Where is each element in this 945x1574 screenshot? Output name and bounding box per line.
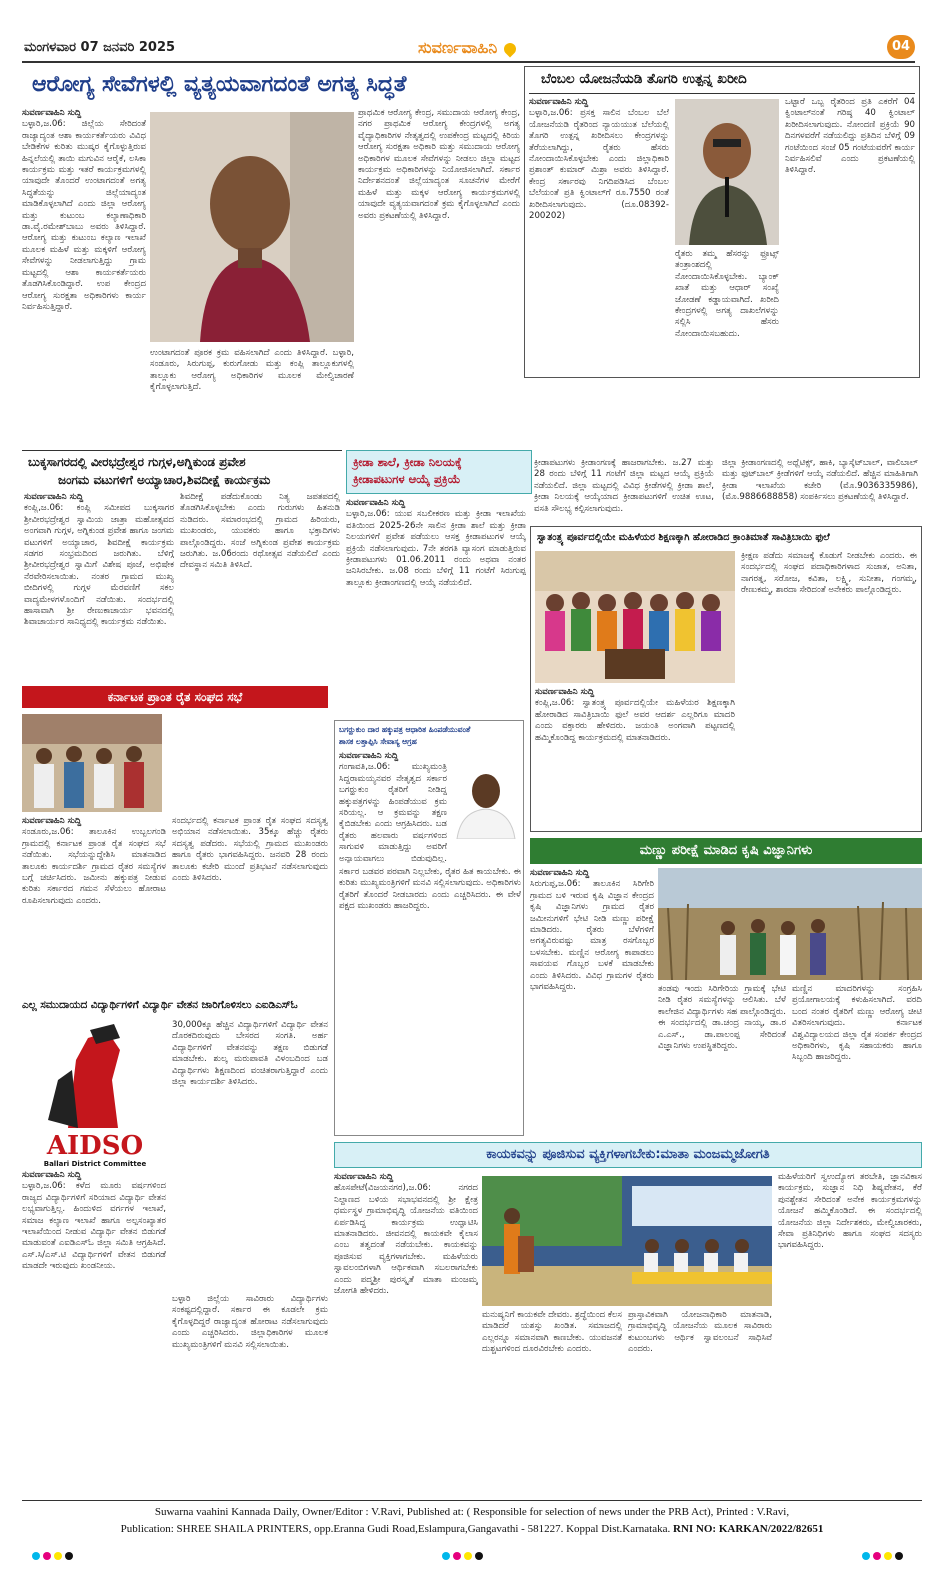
savitribai-text-1: ಕಂಪ್ಲಿ,ಜ.06: ಸ್ವಾತಂತ್ರ್ಯ ಪೂರ್ವದಲ್ಲಿಯೇ ಮಹಿಳೆಯರ ಶಿಕ್ಷಣಕ್ಕಾಗಿ ಹೋರಾಡಿದ ಸಾವಿತ್ರಿಬಾಯಿ ಫುಲೆ ಅವರ ಆದರ್ಶ ಎಲ್ಲರಿಗೂ ಮಾದರಿ ಎಂದು ವಕ್ತಾರರು ಹೇಳಿದರು. ಜಯಂತಿ ಅಂಗವಾಗಿ ಪಟ್ಟಣದಲ್ಲಿ ಹಮ್ಮಿಕೊಂಡಿದ್ದ ಕಾರ್ಯಕ್ರಮದಲ್ಲಿ ಮಾತನಾಡಿದರು.	[535, 698, 735, 743]
aidso-body-col2: 30,000ಕ್ಕೂ ಹೆಚ್ಚಿನ ವಿದ್ಯಾರ್ಥಿಗಳಿಗೆ ವಿದ್ಯಾರ್ಥಿ ವೇತನ ದೊರಕದಿರುವುದು ಬೇಸರದ ಸಂಗತಿ. ಅರ್ಹ ವಿದ್ಯಾರ್ಥಿಗಳಿಗೆ ವೇತನವನ್ನು ತಕ್ಷಣ ಬಿಡುಗಡೆ ಮಾಡಬೇಕು. ಶುಲ್ಕ ಮರುಪಾವತಿ ವಿಳಂಬದಿಂದ ಬಡ ವಿದ್ಯಾರ್ಥಿಗಳು ಶಿಕ್ಷಣದಿಂದ ವಂಚಿತರಾಗುತ್ತಿದ್ದಾರೆ ಎಂದು ಜಿಲ್ಲಾ ಕಾರ್ಯದರ್ಶಿ ತಿಳಿಸಿದರು.	[172, 1020, 328, 1088]
footer-line-1: Suwarna vaahini Kannada Daily, Owner/Editor : V.Ravi, Published at: ( Responsible for selection of news under the PRB Act), Printed : V.Ravi,	[154, 1506, 790, 1518]
jangama-top-rule	[22, 450, 342, 451]
jangama-article	[22, 454, 342, 684]
raised-fist-icon	[28, 1020, 162, 1128]
manjamma-body-col2: ಮನುಷ್ಯನಿಗೆ ಕಾಯಕವೇ ದೇವರು. ಶ್ರದ್ಧೆಯಿಂದ ಕೆಲಸ ಮಾಡಿದರೆ ಯಶಸ್ಸು ಖಂಡಿತ. ಸಮಾಜದಲ್ಲಿ ಎಲ್ಲರನ್ನೂ ಸಮಾನವಾಗಿ ಕಾಣಬೇಕು. ಯುವಜನತೆ ದುಶ್ಚಟಗಳಿಂದ ದೂರವಿರಬೇಕು ಎಂದರು.	[482, 1310, 622, 1355]
manjamma-article	[334, 1142, 922, 1498]
mla-headline-2: ಶಾಸಕ ಲತ್ತಾಪ್ಪಿಸಿ ಸೇವಾಸ್ಯ ಆಗ್ರಹ	[339, 737, 417, 746]
krushi-body-col1	[530, 868, 654, 1028]
health-article	[22, 66, 518, 444]
paper-logo	[418, 38, 568, 60]
krida-body-col1	[346, 498, 526, 674]
krushi-body-col2: ತಂಡವು ಇಂದು ಸಿರಿಗೇರಿಯ ಗ್ರಾಮಕ್ಕೆ ಭೇಟಿ ನೀಡಿ ರೈತರ ಸಮಸ್ಯೆಗಳನ್ನು ಆಲಿಸಿತು. ಬೆಳೆ ಕಾಲೇಜಿನ ವಿದ್ಯಾರ್ಥಿಗಳು ಸಹ ಪಾಲ್ಗೊಂಡಿದ್ದರು. ಈ ಸಂದರ್ಭದಲ್ಲಿ ಡಾ.ಚಂದ್ರ ನಾಯ್ಕ, ಡಾ.ರ ಎ.ಎಸ್., ಡಾ.ಪಾಲಂಪ್ಪ ಸೇರಿದಂತೆ ವಿಜ್ಞಾನಿಗಳು ಉಪಸ್ಥಿತರಿದ್ದರು.	[658, 984, 786, 1052]
crop-field-image	[658, 868, 922, 980]
raitha-body-col1	[22, 816, 166, 988]
jangama-text-1: ಕಂಪ್ಲಿ,ಜ.06: ಕಂಪ್ಲಿ ಸಮೀಪದ ಬುಕ್ಕಸಾಗರ ಶ್ರೀವೀರಭದ್ರೇಶ್ವರ ಸ್ವಾಮಿಯ ಜಾತ್ರಾ ಮಹೋತ್ಸವದ ಅಂಗವಾಗಿ ಗುಗ್ಗಳ, ಅಗ್ನಿಕುಂಡ ಪ್ರವೇಶ ಹಾಗೂ ಜಂಗಮ ವಟುಗಳಿಗೆ ಅಯ್ಯಾಚಾರ, ಶಿವದೀಕ್ಷೆ ಕಾರ್ಯಕ್ರಮ ಸಡಗರ ಸಂಭ್ರಮದಿಂದ ಜರುಗಿತು. ಬೆಳಿಗ್ಗೆ ಶ್ರೀವೀರಭದ್ರೇಶ್ವರ ಸ್ವಾಮಿಗೆ ವಿಶೇಷ ಪೂಜೆ, ಅಭಿಷೇಕ ನೆರವೇರಿಸಲಾಯಿತು. ನಂತರ ಗ್ರಾಮದ ಮುಖ್ಯ ಬೀದಿಗಳಲ್ಲಿ ಗುಗ್ಗಳ ಮೆರವಣಿಗೆ ಸಕಲ ವಾದ್ಯಮೇಳಗಳೊಂದಿಗೆ ನಡೆಯಿತು. ಸಂದರ್ಭದಲ್ಲಿ ಹಾಸಾವಾಗಿ ಶ್ರೀ ರೇಣುಕಾಚಾರ್ಯ ಭವನದಲ್ಲಿ ಶಿವಾಚಾರ್ಯರ ಸಾನಿಧ್ಯದಲ್ಲಿ ಕಾರ್ಯಕ್ರಮ ನಡೆಯಿತು.	[24, 503, 174, 628]
registration-marks-right	[862, 1552, 903, 1560]
savitribai-group-photo	[535, 551, 735, 683]
magenta-mark	[43, 1552, 51, 1560]
raitha-text-1: ಸಂಡೂರು,ಜ.06: ತಾಲೂಕಿನ ಉಬ್ಬಲಗಂಡಿ ಗ್ರಾಮದಲ್ಲಿ ಕರ್ನಾಟಕ ಪ್ರಾಂತ ರೈತ ಸಂಘದ ಸಭೆ ನಡೆಯಿತು. ಸಭೆಯನ್ನುದ್ದೇಶಿಸಿ ಮಾತನಾಡಿದ ತಾಲೂಕು ಕಾರ್ಯದರ್ಶಿ ಗ್ರಾಮದ ರೈತರ ಸಮಸ್ಯೆಗಳ ಬಗ್ಗೆ ಚರ್ಚಿಸಿದರು. ಜಮೀನು ಹಕ್ಕುಪತ್ರ ನೀಡುವ ಕುರಿತು ಸರ್ಕಾರದ ಗಮನ ಸೆಳೆಯಲು ಹೋರಾಟ ರೂಪಿಸಲಾಗುವುದು ಎಂದರು.	[22, 827, 166, 906]
krushi-text-1: ಸಿರುಗುಪ್ಪ,ಜ.06: ತಾಲೂಕಿನ ಸಿರಿಗೇರಿ ಗ್ರಾಮದ ಬಳಿ ಇರುವ ಕೃಷಿ ವಿಜ್ಞಾನ ಕೇಂದ್ರದ ಕೃಷಿ ವಿಜ್ಞಾನಿಗಳು ಗ್ರಾಮದ ರೈತರ ಜಮೀನುಗಳಿಗೆ ಭೇಟಿ ನೀಡಿ ಮಣ್ಣು ಪರೀಕ್ಷೆ ಮಾಡಿದರು. ರೈತರು ಬೆಳೆಗಳಿಗೆ ಅಗತ್ಯವಿರುವಷ್ಟು ಮಾತ್ರ ರಸಗೊಬ್ಬರ ಬಳಸಬೇಕು. ಮಣ್ಣಿನ ಆರೋಗ್ಯ ಕಾಪಾಡಲು ಸಾವಯವ ಗೊಬ್ಬರ ಬಳಕೆ ಮಾಡಬೇಕು ಎಂದು ತಿಳಿಸಿದರು. ವಿವಿಧ ಗ್ರಾಮಗಳ ರೈತರು ಭಾಗವಹಿಸಿದ್ದರು.	[530, 879, 654, 993]
savitribai-article	[530, 526, 922, 832]
krushi-headline-banner	[530, 838, 922, 864]
togari-body-col3: ಒಟ್ಟಾರೆ ಒಬ್ಬ ರೈತರಿಂದ ಪ್ರತಿ ಎಕರೆಗೆ 04 ಕ್ವಿಂಟಾಲ್‍ನಂತೆ ಗರಿಷ್ಠ 40 ಕ್ವಿಂಟಾಲ್ ಖರೀದಿಸಲಾಗುವುದು. ನೋಂದಣಿ ಪ್ರಕ್ರಿಯೆ 90 ದಿನಗಳವರೆಗೆ ನಡೆಯಲಿದ್ದು ಪ್ರತಿದಿನ ಬೆಳಿಗ್ಗೆ 09 ಗಂಟೆಯಿಂದ ಸಂಜೆ 05 ಗಂಟೆಯವರೆಗೆ ಕಾರ್ಯ ನಿರ್ವಹಿಸಲಿವೆ ಎಂದು ಪ್ರಕಟಣೆಯಲ್ಲಿ ತಿಳಿಸಿದ್ದಾರೆ.	[785, 97, 915, 176]
aidso-logo	[28, 1020, 162, 1168]
aidso-article	[22, 998, 328, 1498]
manjamma-body-col1	[334, 1172, 478, 1496]
magenta-mark	[453, 1552, 461, 1560]
krida-headline-1: ಕ್ರೀಡಾ ಶಾಲೆ, ಕ್ರೀಡಾ ನಿಲಯಕ್ಕೆ	[353, 455, 462, 469]
registration-marks-center	[442, 1552, 483, 1560]
mla-body-col2: ಸರ್ಕಾರ ಬಡವರ ಪರವಾಗಿ ನಿಲ್ಲಬೇಕು, ರೈತರ ಹಿತ ಕಾಯಬೇಕು. ಈ ಕುರಿತು ಮುಖ್ಯಮಂತ್ರಿಗಳಿಗೆ ಮನವಿ ಸಲ್ಲಿಸಲಾಗುವುದು. ಅಧಿಕಾರಿಗಳು ರೈತರಿಗೆ ತೊಂದರೆ ನೀಡಬಾರದು ಎಂದು ಎಚ್ಚರಿಸಿದರು. ಈ ವೇಳೆ ಪಕ್ಷದ ಮುಖಂಡರು ಹಾಜರಿದ್ದರು.	[339, 867, 521, 912]
footer-line-2	[22, 1523, 922, 1535]
togari-body-col1	[529, 97, 669, 375]
mla-byline: ಸುವರ್ಣವಾಹಿನಿ ಸುದ್ದಿ	[339, 751, 399, 761]
farmers-meeting-image	[22, 714, 162, 812]
mla-text-1: ಗಂಗಾವತಿ,ಜ.06: ಮುಖ್ಯಮಂತ್ರಿ ಸಿದ್ದರಾಮಯ್ಯನವರ ನೇತೃತ್ವದ ಸರ್ಕಾರ ಬಗರ್‍ಹುಕುಂ ರೈತರಿಗೆ ನೀಡಿದ್ದ ಹಕ್ಕುಪತ್ರಗಳನ್ನು ಹಿಂಪಡೆಯುವ ಕ್ರಮ ಸರಿಯಲ್ಲ. ಆ ಕ್ರಮವನ್ನು ತಕ್ಷಣ ಕೈಬಿಡಬೇಕು ಎಂದು ಆಗ್ರಹಿಸಿದರು. ಬಡ ರೈತರು ಹಲವಾರು ವರ್ಷಗಳಿಂದ ಸಾಗುವಳಿ ಮಾಡುತ್ತಿದ್ದು ಅವರಿಗೆ ಅನ್ಯಾಯವಾಗಲು ಬಿಡುವುದಿಲ್ಲ.	[339, 762, 447, 863]
togari-byline: ಸುವರ್ಣವಾಹಿನಿ ಸುದ್ದಿ	[529, 97, 589, 107]
masthead	[0, 0, 945, 64]
togari-dc-photo	[675, 99, 779, 245]
page-number-badge	[887, 35, 915, 59]
raitha-headline: ಕರ್ನಾಟಕ ಪ್ರಾಂತ ರೈತ ಸಂಘದ ಸಭೆ	[107, 690, 243, 704]
krida-headline-2: ಕ್ರೀಡಾಪಟುಗಳ ಆಯ್ಕೆ ಪ್ರಕ್ರಿಯೆ	[353, 472, 461, 486]
paper-name: ಸುವರ್ಣವಾಹಿನಿ	[418, 38, 498, 57]
aidso-logo-text: AIDSO	[46, 1131, 144, 1161]
manjamma-headline-box	[334, 1142, 922, 1168]
page-number: 04	[891, 39, 911, 54]
aidso-byline: ಸುವರ್ಣವಾಹಿನಿ ಸುದ್ದಿ	[22, 1170, 82, 1180]
stage-event-image	[482, 1176, 772, 1306]
flame-icon	[502, 40, 519, 57]
footer-publication: Publication: SHREE SHAILA PRINTERS, opp.Eranna Gudi Road,Eslampura,Gangavathi - 581227. Koppal Dist.Karnataka.	[120, 1523, 671, 1535]
cyan-mark	[442, 1552, 450, 1560]
aidso-body-col3: ಬಳ್ಳಾರಿ ಜಿಲ್ಲೆಯ ಸಾವಿರಾರು ವಿದ್ಯಾರ್ಥಿಗಳು ಸಂಕಷ್ಟದಲ್ಲಿದ್ದಾರೆ. ಸರ್ಕಾರ ಈ ಕೂಡಲೇ ಕ್ರಮ ಕೈಗೊಳ್ಳದಿದ್ದರೆ ರಾಜ್ಯಾದ್ಯಂತ ಹೋರಾಟ ನಡೆಸಲಾಗುವುದು ಎಂದು ಎಚ್ಚರಿಸಿದರು. ಜಿಲ್ಲಾಧಿಕಾರಿಗಳ ಮೂಲಕ ಮುಖ್ಯಮಂತ್ರಿಗಳಿಗೆ ಮನವಿ ಸಲ್ಲಿಸಲಾಯಿತು.	[172, 1294, 328, 1350]
mla-article	[334, 720, 524, 1136]
savitribai-byline: ಸುವರ್ಣವಾಹಿನಿ ಸುದ್ದಿ	[535, 687, 595, 697]
krushi-headline: ಮಣ್ಣು ಪರೀಕ್ಷೆ ಮಾಡಿದ ಕೃಷಿ ವಿಜ್ಞಾನಿಗಳು	[639, 843, 813, 858]
krida-text-1: ಬಳ್ಳಾರಿ,ಜ.06: ಯುವ ಸಬಲೀಕರಣ ಮತ್ತು ಕ್ರೀಡಾ ಇಲಾಖೆಯ ವತಿಯಿಂದ 2025-26ನೇ ಸಾಲಿನ ಕ್ರೀಡಾ ಶಾಲೆ ಮತ್ತು ಕ್ರೀಡಾ ನಿಲಯಗಳಿಗೆ ಪ್ರವೇಶ ಪಡೆಯಲು ಆಸಕ್ತ ಕ್ರೀಡಾಪಟುಗಳ ಆಯ್ಕೆ ಪ್ರಕ್ರಿಯೆ ನಡೆಸಲಾಗುವುದು. 7ನೇ ತರಗತಿ ವ್ಯಾಸಂಗ ಮಾಡುತ್ತಿರುವ ಕ್ರೀಡಾಪಟುಗಳು 01.06.2011 ರಂದು ಅಥವಾ ನಂತರ ಜನಿಸಿರಬೇಕು. ಜ.08 ರಂದು ಬೆಳಿಗ್ಗೆ 11 ಗಂಟೆಗೆ ಸಿರುಗುಪ್ಪ ತಾಲ್ಲೂಕು ಕ್ರೀಡಾಂಗಣದಲ್ಲಿ ಆಯ್ಕೆ ನಡೆಯಲಿದೆ.	[346, 509, 526, 588]
jangama-body-col1	[24, 492, 174, 682]
raitha-meeting-photo	[22, 714, 162, 812]
manjamma-text-1: ಹೊಸಪೇಟೆ(ವಿಜಯನಗರ),ಜ.06: ನಗರದ ನಿಲ್ದಾಣದ ಬಳಿಯ ಸಭಾಭವನದಲ್ಲಿ ಶ್ರೀ ಕ್ಷೇತ್ರ ಧರ್ಮಸ್ಥಳ ಗ್ರಾಮಾಭಿವೃದ್ಧಿ ಯೋಜನೆಯ ವತಿಯಿಂದ ಏರ್ಪಡಿಸಿದ್ದ ಕಾರ್ಯಕ್ರಮ ಉದ್ಘಾಟಿಸಿ ಮಾತನಾಡಿದರು. ಜೀವನದಲ್ಲಿ ಕಾಯಕವೇ ಕೈಲಾಸ ಎಂಬ ತತ್ವದಂತೆ ನಡೆಯಬೇಕು. ಕಾಯಕವನ್ನು ಪೂಜಿಸುವ ವ್ಯಕ್ತಿಗಳಾಗಬೇಕು. ಮಹಿಳೆಯರು ಸ್ವಾವಲಂಬಿಗಳಾಗಿ ಆರ್ಥಿಕವಾಗಿ ಸಬಲರಾಗಬೇಕು ಎಂದು ಪದ್ಮಶ್ರೀ ಪುರಸ್ಕೃತೆ ಮಾತಾ ಮಂಜಮ್ಮ ಜೋಗತಿ ಹೇಳಿದರು.	[334, 1183, 478, 1297]
savitribai-headline: ಸ್ವಾತಂತ್ರ್ಯ ಪೂರ್ವದಲ್ಲಿಯೇ ಮಹಿಳೆಯರ ಶಿಕ್ಷಣಕ್ಕಾಗಿ ಹೋರಾಡಿದ ಕ್ರಾಂತಿಮಾತೆ ಸಾವಿತ್ರಿಬಾಯಿ ಫುಲೆ	[537, 532, 830, 543]
manjamma-event-photo	[482, 1176, 772, 1306]
raitha-body-col2: ಸಂದರ್ಭದಲ್ಲಿ ಕರ್ನಾಟಕ ಪ್ರಾಂತ ರೈತ ಸಂಘದ ಸದಸ್ಯತ್ವ ಅಭಿಯಾನ ನಡೆಸಲಾಯಿತು. 35ಕ್ಕೂ ಹೆಚ್ಚು ರೈತರು ಸದಸ್ಯತ್ವ ಪಡೆದರು. ಸಭೆಯಲ್ಲಿ ಗ್ರಾಮದ ಮುಖಂಡರು ಹಾಗೂ ರೈತರು ಭಾಗವಹಿಸಿದ್ದರು. ಜನವರಿ 28 ರಂದು ತಾಲೂಕು ಕಚೇರಿ ಮುಂದೆ ಪ್ರತಿಭಟನೆ ನಡೆಸಲಾಗುವುದು ಎಂದು ತಿಳಿಸಿದರು.	[172, 816, 328, 884]
black-mark	[475, 1552, 483, 1560]
raitha-headline-banner	[22, 686, 328, 708]
aidso-text-1: ಬಳ್ಳಾರಿ,ಜ.06: ಕಳೆದ ಮೂರು ವರ್ಷಗಳಿಂದ ರಾಜ್ಯದ ವಿದ್ಯಾರ್ಥಿಗಳಿಗೆ ಸರಿಯಾದ ವಿದ್ಯಾರ್ಥಿ ವೇತನ ಲಭ್ಯವಾಗುತ್ತಿಲ್ಲ. ಹಿಂದುಳಿದ ವರ್ಗಗಳ ಇಲಾಖೆ, ಸಮಾಜ ಕಲ್ಯಾಣ ಇಲಾಖೆ ಹಾಗೂ ಅಲ್ಪಸಂಖ್ಯಾತರ ಇಲಾಖೆಯಿಂದ ನೀಡುವ ವಿದ್ಯಾರ್ಥಿ ವೇತನ ಬಿಡುಗಡೆ ಮಾಡುವಂತೆ ಎಐಡಿಎಸ್‍ಓ ಜಿಲ್ಲಾ ಸಮಿತಿ ಆಗ್ರಹಿಸಿದೆ. ಎಸ್.ಸಿ/ಎಸ್.ಟಿ ವಿದ್ಯಾರ್ಥಿಗಳಿಗೆ ವೇತನ ಬಿಡುಗಡೆ ಮಾಡದೇ ಇರುವುದು ಖಂಡನೀಯ.	[22, 1181, 166, 1272]
savitribai-body-col1	[535, 687, 735, 829]
krida-byline: ಸುವರ್ಣವಾಹಿನಿ ಸುದ್ದಿ	[346, 498, 406, 508]
raitha-byline: ಸುವರ್ಣವಾಹಿನಿ ಸುದ್ದಿ	[22, 816, 82, 826]
cyan-mark	[862, 1552, 870, 1560]
aidso-logo-subtext: Ballari District Committee	[43, 1160, 147, 1168]
black-mark	[65, 1552, 73, 1560]
health-text-1: ಬಳ್ಳಾರಿ,ಜ.06: ಜಿಲ್ಲೆಯ ಸೇರಿದಂತೆ ರಾಜ್ಯಾದ್ಯಂತ ಆಶಾ ಕಾರ್ಯಕರ್ತೆಯರು ವಿವಿಧ ಬೇಡಿಕೆಗಳ ಕುರಿತು ಮುಷ್ಕರ ಕೈಗೊಳ್ಳುತ್ತಿರುವ ಹಿನ್ನಲೆಯಲ್ಲಿ ತಾಯಿ ಮಗುವಿನ ಆರೈಕೆ, ಲಸಿಕಾ ಕಾರ್ಯಕ್ರಮ ಮತ್ತು ಇತರೆ ಕಾರ್ಯಕ್ರಮಗಳಲ್ಲಿ ಯಾವುದೇ ತೊಂದರೆ ಉಂಟಾಗದಂತೆ ಅಗತ್ಯ ಸಿದ್ಧತೆಯನ್ನು ಜಿಲ್ಲೆಯಾದ್ಯಂತ ಮಾಡಿಕೊಳ್ಳಲಾಗಿದೆ ಎಂದು ಜಿಲ್ಲಾ ಆರೋಗ್ಯ ಮತ್ತು ಕುಟುಂಬ ಕಲ್ಯಾಣಾಧಿಕಾರಿ ಡಾ.ವೈ.ರಮೇಶ್‍ಬಾಬು ಅವರು ತಿಳಿಸಿದ್ದಾರೆ. ಆರೋಗ್ಯ ಮತ್ತು ಕುಟುಂಬ ಕಲ್ಯಾಣ ಇಲಾಖೆ ಮೂಲಕ ಮಹಿಳೆ ಮತ್ತು ಮಕ್ಕಳಿಗೆ ಆರೋಗ್ಯ ಸೇವೆಗಳನ್ನು ನೀಡಲಾಗುತ್ತಿದ್ದು ಗ್ರಾಮ ಮಟ್ಟದಲ್ಲಿ ಆಶಾ ಕಾರ್ಯಕರ್ತೆಯರು ತೊಡಗಿಸಿಕೊಂಡಿದ್ದಾರೆ. ಉಪ ಕೇಂದ್ರದ ಆರೋಗ್ಯ ಸುರಕ್ಷತಾ ಅಧಿಕಾರಿಗಳು ಕಾರ್ಯ ನಿರ್ವಹಿಸುತ್ತಿದ್ದಾರೆ.	[22, 119, 146, 312]
krida-body-col2: ಕ್ರೀಡಾಪಟುಗಳು ಕ್ರೀಡಾಂಗಣಕ್ಕೆ ಹಾಜರಾಗಬೇಕು. ಜ.27 ಮತ್ತು 28 ರಂದು ಬೆಳಿಗ್ಗೆ 11 ಗಂಟೆಗೆ ಜಿಲ್ಲಾ ಮಟ್ಟದ ಆಯ್ಕೆ ಪ್ರಕ್ರಿಯೆ ನಡೆಯಲಿದೆ. ಜಿಲ್ಲಾ ಮಟ್ಟದಲ್ಲಿ ವಿವಿಧ ಕ್ರೀಡೆಗಳಲ್ಲಿ ಕ್ರೀಡಾ ಶಾಲೆ, ಕ್ರೀಡಾ ನಿಲಯಕ್ಕೆ ಆಯ್ಕೆಯಾದ ಕ್ರೀಡಾಪಟುಗಳಿಗೆ ಉಚಿತ ಊಟ, ವಸತಿ ಸೌಲಭ್ಯ ಕಲ್ಪಿಸಲಾಗುವುದು.	[534, 458, 714, 514]
women-group-image	[535, 551, 735, 683]
jangama-headline-2: ಜಂಗಮ ವಟುಗಳಿಗೆ ಅಯ್ಯಾಚಾರ,ಶಿವದೀಕ್ಷೆ ಕಾರ್ಯಕ್ರಮ	[58, 473, 271, 487]
jangama-body-col2: ಶಿವದೀಕ್ಷೆ ಪಡೆದುಕೊಂಡು ನಿತ್ಯ ಜಪತಪದಲ್ಲಿ ತೊಡಗಿಸಿಕೊಳ್ಳಬೇಕು ಎಂದು ಗುರುಗಳು ಹಿತನುಡಿ ನುಡಿದರು. ಸಮಾರಂಭದಲ್ಲಿ ಗ್ರಾಮದ ಹಿರಿಯರು, ಮುಖಂಡರು, ಯುವಕರು ಹಾಗೂ ಭಕ್ತಾದಿಗಳು ಪಾಲ್ಗೊಂಡಿದ್ದರು. ಸಂಜೆ ಅಗ್ನಿಕುಂಡ ಪ್ರವೇಶ ಕಾರ್ಯಕ್ರಮ ಜರುಗಿತು. ಜ.06ರಂದು ರಥೋತ್ಸವ ನಡೆಯಲಿದೆ ಎಂದು ದೇವಸ್ಥಾನ ಸಮಿತಿ ತಿಳಿಸಿದೆ.	[180, 492, 340, 571]
raitha-article	[22, 686, 328, 990]
yellow-mark	[464, 1552, 472, 1560]
manjamma-headline: ಕಾಯಕವನ್ನು ಪೂಜಿಸುವ ವ್ಯಕ್ತಿಗಳಾಗಬೇಕು:ಮಾತಾ ಮಂಜಮ್ಮಜೋಗತಿ	[486, 1147, 770, 1162]
leader-portrait-image	[451, 763, 521, 839]
black-mark	[895, 1552, 903, 1560]
issue-date: ಮಂಗಳವಾರ 07 ಜನವರಿ 2025	[24, 40, 176, 55]
krida-headline-box	[346, 450, 532, 494]
aidso-body-col1	[22, 1170, 166, 1496]
registration-marks-left	[32, 1552, 73, 1560]
yellow-mark	[884, 1552, 892, 1560]
health-byline: ಸುವರ್ಣವಾಹಿನಿ ಸುದ್ದಿ	[22, 108, 82, 118]
footer	[22, 1500, 922, 1570]
mla-body-col1	[339, 751, 447, 863]
footer-rni: RNI NO: KARKAN/2022/82651	[673, 1523, 824, 1535]
krushi-article	[530, 838, 922, 1144]
health-officer-photo	[150, 112, 354, 342]
krushi-byline: ಸುವರ್ಣವಾಹಿನಿ ಸುದ್ದಿ	[530, 868, 590, 878]
manjamma-body-col4: ಮಹಿಳೆಯರಿಗೆ ಸ್ವಉದ್ಯೋಗ ತರಬೇತಿ, ಜ್ಞಾನವಿಕಾಸ ಕಾರ್ಯಕ್ರಮ, ಸುಜ್ಞಾನ ನಿಧಿ ಶಿಷ್ಯವೇತನ, ಕೆರೆ ಪುನಶ್ಚೇತನ ಸೇರಿದಂತೆ ಅನೇಕ ಕಾರ್ಯಕ್ರಮಗಳನ್ನು ಯೋಜನೆ ಹಮ್ಮಿಕೊಂಡಿದೆ. ಈ ಸಂದರ್ಭದಲ್ಲಿ ಯೋಜನೆಯ ಜಿಲ್ಲಾ ನಿರ್ದೇಶಕರು, ಮೇಲ್ವಿಚಾರಕರು, ಸೇವಾ ಪ್ರತಿನಿಧಿಗಳು ಹಾಗೂ ಸಂಘದ ಸದಸ್ಯರು ಭಾಗವಹಿಸಿದ್ದರು.	[778, 1172, 922, 1251]
masthead-rule	[22, 61, 915, 63]
mla-headline-1: ಬಗರ್‍ಹುಕುಂ ದಾರ ಹಕ್ಕುಪತ್ರ ಆಧಾರಿತ ಹಿಂಪಡೆಯುವಂತೆ	[339, 725, 471, 734]
health-body-col2: ಉಂಟಾಗದಂತೆ ಪೂರಕ ಕ್ರಮ ವಹಿಸಲಾಗಿದೆ ಎಂದು ತಿಳಿಸಿದ್ದಾರೆ. ಬಳ್ಳಾರಿ, ಸಂಡೂರು, ಸಿರುಗುಪ್ಪ, ಕುರುಗೋಡು ಮತ್ತು ಕಂಪ್ಲಿ ತಾಲ್ಲೂಕುಗಳಲ್ಲಿ ತಾಲ್ಲೂಕು ಆರೋಗ್ಯ ಅಧಿಕಾರಿಗಳ ಮೂಲಕ ಮೇಲ್ವಿಚಾರಣೆ ಕೈಗೊಳ್ಳಲಾಗುತ್ತಿದೆ.	[150, 348, 354, 393]
togari-headline: ಬೆಂಬಲ ಯೋಜನೆಯಡಿ ತೊಗರಿ ಉತ್ಪನ್ನ ಖರೀದಿ	[541, 71, 747, 87]
cyan-mark	[32, 1552, 40, 1560]
aidso-headline: ಎಲ್ಲ ಸಮುದಾಯದ ವಿದ್ಯಾರ್ಥಿಗಳಿಗೆ ವಿದ್ಯಾರ್ಥಿ ವೇತನ ಜಾರಿಗೊಳಿಸಲು ಎಐಡಿಎಸ್‍ಓ	[22, 999, 298, 1011]
manjamma-body-col3: ಪ್ರಾಸ್ತಾವಿಕವಾಗಿ ಯೋಜನಾಧಿಕಾರಿ ಮಾತನಾಡಿ, ಗ್ರಾಮಾಭಿವೃದ್ಧಿ ಯೋಜನೆಯ ಮೂಲಕ ಸಾವಿರಾರು ಕುಟುಂಬಗಳು ಆರ್ಥಿಕ ಸ್ವಾವಲಂಬನೆ ಸಾಧಿಸಿವೆ ಎಂದರು.	[628, 1310, 772, 1355]
officer-portrait-image	[150, 112, 354, 342]
togari-rule	[529, 93, 915, 94]
manjamma-byline: ಸುವರ್ಣವಾಹಿನಿ ಸುದ್ದಿ	[334, 1172, 394, 1182]
footer-rule	[22, 1500, 922, 1501]
krushi-field-photo	[658, 868, 922, 980]
jangama-byline: ಸುವರ್ಣವಾಹಿನಿ ಸುದ್ದಿ	[24, 492, 84, 502]
togari-text-1: ಬಳ್ಳಾರಿ,ಜ.06: ಪ್ರಸಕ್ತ ಸಾಲಿನ ಬೆಂಬಲ ಬೆಲೆ ಯೋಜನೆಯಡಿ ರೈತರಿಂದ ನ್ಯಾಯಯುತ ಬೆಲೆಯಲ್ಲಿ ತೊಗರಿ ಉತ್ಪನ್ನ ಖರೀದಿಸಲು ಕೇಂದ್ರಗಳನ್ನು ತೆರೆಯಲಾಗಿದ್ದು, ರೈತರು ಹೆಸರು ನೋಂದಾಯಿಸಿಕೊಳ್ಳಬೇಕು ಎಂದು ಜಿಲ್ಲಾಧಿಕಾರಿ ಪ್ರಶಾಂತ್ ಕುಮಾರ್ ಮಿಶ್ರಾ ಅವರು ತಿಳಿಸಿದ್ದಾರೆ. ಕೇಂದ್ರ ಸರ್ಕಾರವು ನಿಗದಿಪಡಿಸಿದ ಬೆಂಬಲ ಬೆಲೆಯಂತೆ ಪ್ರತಿ ಕ್ವಿಂಟಾಲ್‍ಗೆ ರೂ.7550 ರಂತೆ ಖರೀದಿಸಲಾಗುವುದು. (ದೂ.08392-200202)	[529, 108, 669, 222]
magenta-mark	[873, 1552, 881, 1560]
speaker-microphone-image	[675, 99, 779, 245]
togari-body-col2: ರೈತರು ತಮ್ಮ ಹೆಸರನ್ನು ಫ್ರೂಟ್ಸ್ ತಂತ್ರಾಂಶದಲ್ಲಿ ನೋಂದಾಯಿಸಿಕೊಳ್ಳಬೇಕು. ಬ್ಯಾಂಕ್ ಖಾತೆ ಮತ್ತು ಆಧಾರ್ ಸಂಖ್ಯೆ ಜೋಡಣೆ ಕಡ್ಡಾಯವಾಗಿದೆ. ಖರೀದಿ ಕೇಂದ್ರಗಳಲ್ಲಿ ಅಗತ್ಯ ದಾಖಲೆಗಳನ್ನು ಸಲ್ಲಿಸಿ ಹೆಸರು ನೋಂದಾಯಿಸಬಹುದು.	[675, 249, 779, 339]
health-body-col1	[22, 108, 146, 442]
mla-portrait	[451, 763, 521, 839]
health-headline: ಆರೋಗ್ಯ ಸೇವೆಗಳಲ್ಲಿ ವ್ಯತ್ಯಯವಾಗದಂತೆ ಅಗತ್ಯ ಸಿದ್ಧತೆ	[32, 72, 407, 97]
jangama-headline-1: ಬುಕ್ಕಸಾಗರದಲ್ಲಿ ವೀರಭದ್ರೇಶ್ವರ ಗುಗ್ಗಳ,ಅಗ್ನಿಕುಂಡ ಪ್ರವೇಶ	[28, 455, 246, 469]
health-body-col3: ಪ್ರಾಥಮಿಕ ಆರೋಗ್ಯ ಕೇಂದ್ರ, ಸಮುದಾಯ ಆರೋಗ್ಯ ಕೇಂದ್ರ, ನಗರ ಪ್ರಾಥಮಿಕ ಆರೋಗ್ಯ ಕೇಂದ್ರಗಳಲ್ಲಿ ಅಗತ್ಯ ವೈದ್ಯಾಧಿಕಾರಿಗಳ ನೇತೃತ್ವದಲ್ಲಿ ಉಪಕೇಂದ್ರ ಮಟ್ಟದಲ್ಲಿ ಕಿರಿಯ ಆರೋಗ್ಯ ಸುರಕ್ಷತಾ ಅಧಿಕಾರಿ ಮತ್ತು ಸಮುದಾಯ ಆರೋಗ್ಯ ಅಧಿಕಾರಿಗಳ ಮೂಲಕ ಸೇವೆಗಳನ್ನು ನೀಡಲು ಜಿಲ್ಲಾ ಮಟ್ಟದ ಕಾರ್ಯಕ್ರಮ ಅಧಿಕಾರಿಗಳನ್ನು ನಿಯೋಜಿಸಲಾಗಿದೆ. ಸರ್ಕಾರ ನಿರ್ದೇಶನದಂತೆ ಜಿಲ್ಲೆಯಾದ್ಯಂತ ಸೂಚನೆಗಳ ಮೇರೆಗೆ ಮಹಿಳೆ ಮತ್ತು ಮಕ್ಕಳ ಆರೋಗ್ಯ ಕಾರ್ಯಕ್ರಮಗಳಲ್ಲಿ ಯಾವುದೇ ವ್ಯತ್ಯಯವಾಗದಂತೆ ಕ್ರಮ ಕೈಗೊಳ್ಳಲಾಗಿದೆ ಎಂದು ಅವರು ಪ್ರಕಟಣೆಯಲ್ಲಿ ತಿಳಿಸಿದ್ದಾರೆ.	[358, 108, 520, 221]
savitribai-body-col2: ಕ್ರೀಕ್ಷಣ ಪಡೆದು ಸಮಾಜಕ್ಕೆ ಕೊಡುಗೆ ನೀಡಬೇಕು ಎಂದರು. ಈ ಸಂದರ್ಭದಲ್ಲಿ ಸಂಘದ ಪದಾಧಿಕಾರಿಗಳಾದ ಸುಜಾತ, ಅನಿತಾ, ನಾಗರತ್ನ, ಸರೋಜ, ಕವಿತಾ, ಲಕ್ಷ್ಮಿ, ಸುನೀತಾ, ಗಂಗಮ್ಮ, ರೇಣುಕಮ್ಮ, ಶಾರದಾ ಸೇರಿದಂತೆ ಅನೇಕರು ಪಾಲ್ಗೊಂಡಿದ್ದರು.	[741, 551, 917, 596]
krida-body-col3: ಜಿಲ್ಲಾ ಕ್ರೀಡಾಂಗಣದಲ್ಲಿ ಅಥ್ಲೆಟಿಕ್ಸ್, ಹಾಕಿ, ಬ್ಯಾಸ್ಕೆಟ್‍ಬಾಲ್, ವಾಲಿಬಾಲ್ ಮತ್ತು ಫುಟ್‍ಬಾಲ್ ಕ್ರೀಡೆಗಳಿಗೆ ಆಯ್ಕೆ ನಡೆಯಲಿದೆ. ಹೆಚ್ಚಿನ ಮಾಹಿತಿಗಾಗಿ ಕ್ರೀಡಾ ಇಲಾಖೆಯ ಕಚೇರಿ (ಮೊ.9036335986), (ಮೊ.9886688858) ಸಂಪರ್ಕಿಸಲು ಪ್ರಕಟಣೆಯಲ್ಲಿ ತಿಳಿಸಿದ್ದಾರೆ.	[722, 458, 918, 503]
togari-article	[524, 66, 920, 378]
krushi-body-col3: ಮಣ್ಣಿನ ಮಾದರಿಗಳನ್ನು ಸಂಗ್ರಹಿಸಿ ಪ್ರಯೋಗಾಲಯಕ್ಕೆ ಕಳುಹಿಸಲಾಗಿದೆ. ವರದಿ ಬಂದ ನಂತರ ರೈತರಿಗೆ ಮಣ್ಣು ಆರೋಗ್ಯ ಚೀಟಿ ವಿತರಿಸಲಾಗುವುದು. ಕರ್ನಾಟಕ ವಿಶ್ವವಿದ್ಯಾಲಯದ ಜಿಲ್ಲಾ ರೈತ ಸಂಪರ್ಕ ಕೇಂದ್ರದ ಅಧಿಕಾರಿಗಳು, ಕೃಷಿ ಸಹಾಯಕರು ಹಾಗೂ ಸಿಬ್ಬಂದಿ ಹಾಜರಿದ್ದರು.	[792, 984, 922, 1063]
yellow-mark	[54, 1552, 62, 1560]
